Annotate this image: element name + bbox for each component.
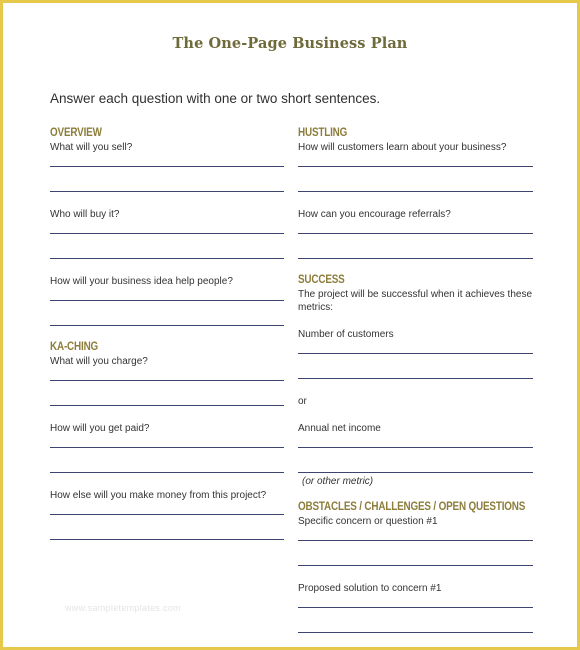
answer-line[interactable] [50, 539, 284, 540]
answer-line[interactable] [50, 325, 284, 326]
question-who-buy: Who will buy it? [50, 209, 120, 220]
answer-line[interactable] [50, 191, 284, 192]
answer-line[interactable] [298, 258, 533, 259]
answer-line[interactable] [50, 472, 284, 473]
metric-income-label: Annual net income [298, 423, 381, 434]
obstacles-heading: OBSTACLES / CHALLENGES / OPEN QUESTIONS [298, 501, 526, 513]
answer-line[interactable] [298, 565, 533, 566]
instructions-text: Answer each question with one or two short sentences. [50, 91, 381, 106]
answer-line[interactable] [298, 607, 533, 608]
question-help-people: How will your business idea help people? [50, 276, 233, 287]
question-learn-business: How will customers learn about your business? [298, 142, 507, 153]
question-other-money: How else will you make money from this project? [50, 490, 267, 501]
metric-customers-label: Number of customers [298, 329, 394, 340]
answer-line[interactable] [50, 447, 284, 448]
answer-line[interactable] [298, 447, 533, 448]
answer-line[interactable] [50, 514, 284, 515]
answer-line[interactable] [50, 233, 284, 234]
answer-line[interactable] [50, 258, 284, 259]
question-get-paid: How will you get paid? [50, 423, 150, 434]
answer-line[interactable] [50, 380, 284, 381]
answer-line[interactable] [298, 378, 533, 379]
other-metric-text: (or other metric) [302, 476, 374, 487]
success-intro: The project will be successful when it achieves these metrics: [298, 289, 533, 313]
kaching-heading: KA-CHING [50, 341, 99, 353]
or-text: or [298, 396, 307, 407]
answer-line[interactable] [298, 233, 533, 234]
answer-line[interactable] [50, 405, 284, 406]
watermark-text: www.sampletemplates.com [65, 603, 181, 613]
success-heading: SUCCESS [298, 274, 345, 286]
answer-line[interactable] [298, 540, 533, 541]
answer-line[interactable] [298, 472, 533, 473]
concern-label: Specific concern or question #1 [298, 516, 438, 527]
answer-line[interactable] [298, 353, 533, 354]
solution-label: Proposed solution to concern #1 [298, 583, 442, 594]
answer-line[interactable] [50, 166, 284, 167]
hustling-heading: HUSTLING [298, 127, 348, 139]
answer-line[interactable] [298, 166, 533, 167]
question-what-sell: What will you sell? [50, 142, 133, 153]
document-title: The One-Page Business Plan [172, 35, 408, 52]
answer-line[interactable] [298, 632, 533, 633]
answer-line[interactable] [50, 300, 284, 301]
question-referrals: How can you encourage referrals? [298, 209, 451, 220]
question-charge: What will you charge? [50, 356, 148, 367]
answer-line[interactable] [298, 191, 533, 192]
overview-heading: OVERVIEW [50, 127, 102, 139]
